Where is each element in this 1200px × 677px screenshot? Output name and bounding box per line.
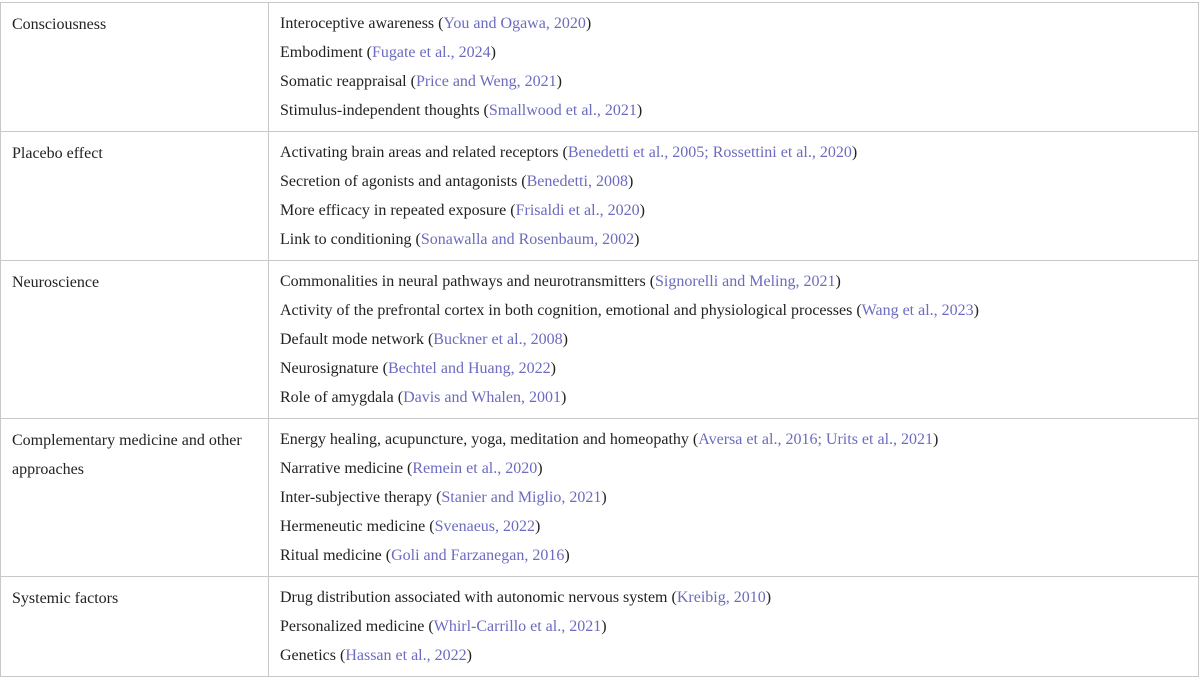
paren-open: ( — [517, 173, 527, 190]
paren-close: ) — [466, 647, 472, 664]
list-item — [280, 612, 1198, 641]
citation-link[interactable]: Stanier and Miglio, 2021 — [441, 489, 602, 506]
table-row — [1, 577, 1199, 677]
paren-close: ) — [627, 173, 634, 190]
list-item — [280, 512, 1198, 541]
citation-link[interactable]: Benedetti, 2008 — [526, 173, 628, 190]
paren-open: ( — [335, 647, 346, 664]
list-item — [280, 9, 1198, 38]
list-item — [280, 167, 1198, 196]
citation-link[interactable]: Aversa et al., 2016; Urits et al., 2021 — [698, 431, 934, 448]
paren-open: ( — [558, 144, 568, 161]
list-item — [280, 454, 1198, 483]
table-row — [1, 261, 1199, 419]
item-text: Drug distribution associated with autonomic nervous system — [280, 589, 668, 606]
list-item — [280, 138, 1198, 167]
item-text: Embodiment — [280, 44, 363, 61]
paren-close: ) — [933, 431, 939, 448]
paren-close: ) — [639, 202, 645, 219]
item-text: Activating brain areas and related receptors — [280, 144, 559, 161]
citation-link[interactable]: Whirl-Carrillo et al., 2021 — [433, 618, 602, 635]
table-row — [1, 419, 1199, 577]
paren-close: ) — [636, 102, 643, 119]
paren-open: ( — [506, 202, 516, 219]
table-row — [1, 3, 1199, 132]
paren-open: ( — [424, 618, 434, 635]
list-item — [280, 96, 1198, 125]
list-item — [280, 67, 1198, 96]
list-item — [280, 38, 1198, 67]
paren-open: ( — [411, 231, 421, 248]
list-item — [280, 483, 1198, 512]
item-text: Commonalities in neural pathways and neurotransmitters — [280, 273, 646, 290]
category-cell: Consciousness — [1, 3, 269, 132]
paren-close: ) — [537, 460, 543, 477]
list-item — [280, 225, 1198, 254]
item-text: Genetics — [280, 647, 336, 664]
category-cell: Neuroscience — [1, 261, 269, 419]
items-cell — [269, 132, 1199, 261]
citation-link[interactable]: Buckner et al., 2008 — [433, 331, 563, 348]
list-item — [280, 583, 1198, 612]
table-row — [1, 132, 1199, 261]
citation-link[interactable]: Benedetti et al., 2005; Rossettini et al., 2020 — [567, 144, 852, 161]
citation-link[interactable]: Smallwood et al., 2021 — [488, 102, 637, 119]
paren-close: ) — [835, 273, 841, 290]
list-item — [280, 296, 1198, 325]
citation-link[interactable]: Svenaeus, 2022 — [434, 518, 536, 535]
citation-link[interactable]: Price and Weng, 2021 — [415, 73, 557, 90]
item-text: Energy healing, acupuncture, yoga, meditation and homeopathy — [280, 431, 689, 448]
item-text: Neurosignature — [280, 360, 379, 377]
citation-link[interactable]: Kreibig, 2010 — [676, 589, 766, 606]
item-text: Narrative medicine — [280, 460, 404, 477]
paren-open: ( — [434, 15, 444, 32]
paren-close: ) — [601, 618, 607, 635]
list-item — [280, 325, 1198, 354]
list-item — [280, 541, 1198, 570]
paren-open: ( — [393, 389, 404, 406]
paren-open: ( — [423, 331, 434, 348]
paren-open: ( — [406, 73, 416, 90]
paren-open: ( — [645, 273, 656, 290]
paren-close: ) — [634, 231, 640, 248]
item-text: Somatic reappraisal — [280, 73, 407, 90]
list-item — [280, 425, 1198, 454]
citation-link[interactable]: Hassan et al., 2022 — [345, 647, 467, 664]
paren-close: ) — [585, 15, 592, 32]
paren-close: ) — [556, 73, 562, 90]
paren-close: ) — [560, 389, 567, 406]
item-text: Activity of the prefrontal cortex in both cognition, emotional and physiological processes — [280, 302, 853, 319]
citation-link[interactable]: Bechtel and Huang, 2022 — [387, 360, 551, 377]
item-text: More efficacy in repeated exposure — [280, 202, 507, 219]
paren-open: ( — [688, 431, 699, 448]
paren-open: ( — [378, 360, 388, 377]
item-text: Hermeneutic medicine — [280, 518, 426, 535]
paren-close: ) — [851, 144, 858, 161]
citation-link[interactable]: Remein et al., 2020 — [412, 460, 538, 477]
items-cell — [269, 261, 1199, 419]
item-text: Personalized medicine — [280, 618, 425, 635]
paren-close: ) — [550, 360, 556, 377]
evidence-table — [0, 2, 1199, 677]
items-cell — [269, 3, 1199, 132]
paren-open: ( — [403, 460, 413, 477]
list-item — [280, 383, 1198, 412]
list-item — [280, 196, 1198, 225]
paren-open: ( — [362, 44, 372, 61]
paren-open: ( — [381, 547, 392, 564]
paren-close: ) — [601, 489, 607, 506]
item-text: Role of amygdala — [280, 389, 394, 406]
item-text: Default mode network — [280, 331, 424, 348]
paren-close: ) — [490, 44, 496, 61]
paren-open: ( — [852, 302, 862, 319]
citation-link[interactable]: You and Ogawa, 2020 — [443, 15, 586, 32]
citation-link[interactable]: Wang et al., 2023 — [861, 302, 974, 319]
paren-open: ( — [667, 589, 677, 606]
citation-link[interactable]: Fugate et al., 2024 — [371, 44, 491, 61]
list-item — [280, 354, 1198, 383]
item-text: Ritual medicine — [280, 547, 382, 564]
paren-close: ) — [564, 547, 570, 564]
table-body — [1, 3, 1199, 677]
paren-close: ) — [562, 331, 568, 348]
item-text: Stimulus-independent thoughts — [280, 102, 480, 119]
paren-close: ) — [535, 518, 541, 535]
list-item — [280, 267, 1198, 296]
citation-link[interactable]: Davis and Whalen, 2001 — [403, 389, 561, 406]
paren-open: ( — [479, 102, 489, 119]
category-cell: Placebo effect — [1, 132, 269, 261]
paren-close: ) — [765, 589, 772, 606]
citation-link[interactable]: Goli and Farzanegan, 2016 — [391, 547, 565, 564]
items-cell — [269, 419, 1199, 577]
item-text: Interoceptive awareness — [280, 15, 435, 32]
item-text: Link to conditioning — [280, 231, 412, 248]
paren-close: ) — [973, 302, 979, 319]
citation-link[interactable]: Frisaldi et al., 2020 — [515, 202, 640, 219]
paren-open: ( — [432, 489, 442, 506]
citation-link[interactable]: Signorelli and Meling, 2021 — [655, 273, 836, 290]
category-cell: Systemic factors — [1, 577, 269, 677]
items-cell — [269, 577, 1199, 677]
paren-open: ( — [425, 518, 435, 535]
item-text: Inter-subjective therapy — [280, 489, 433, 506]
category-cell: Complementary medicine and other approaches — [1, 419, 269, 577]
item-text: Secretion of agonists and antagonists — [280, 173, 518, 190]
citation-link[interactable]: Sonawalla and Rosenbaum, 2002 — [420, 231, 635, 248]
